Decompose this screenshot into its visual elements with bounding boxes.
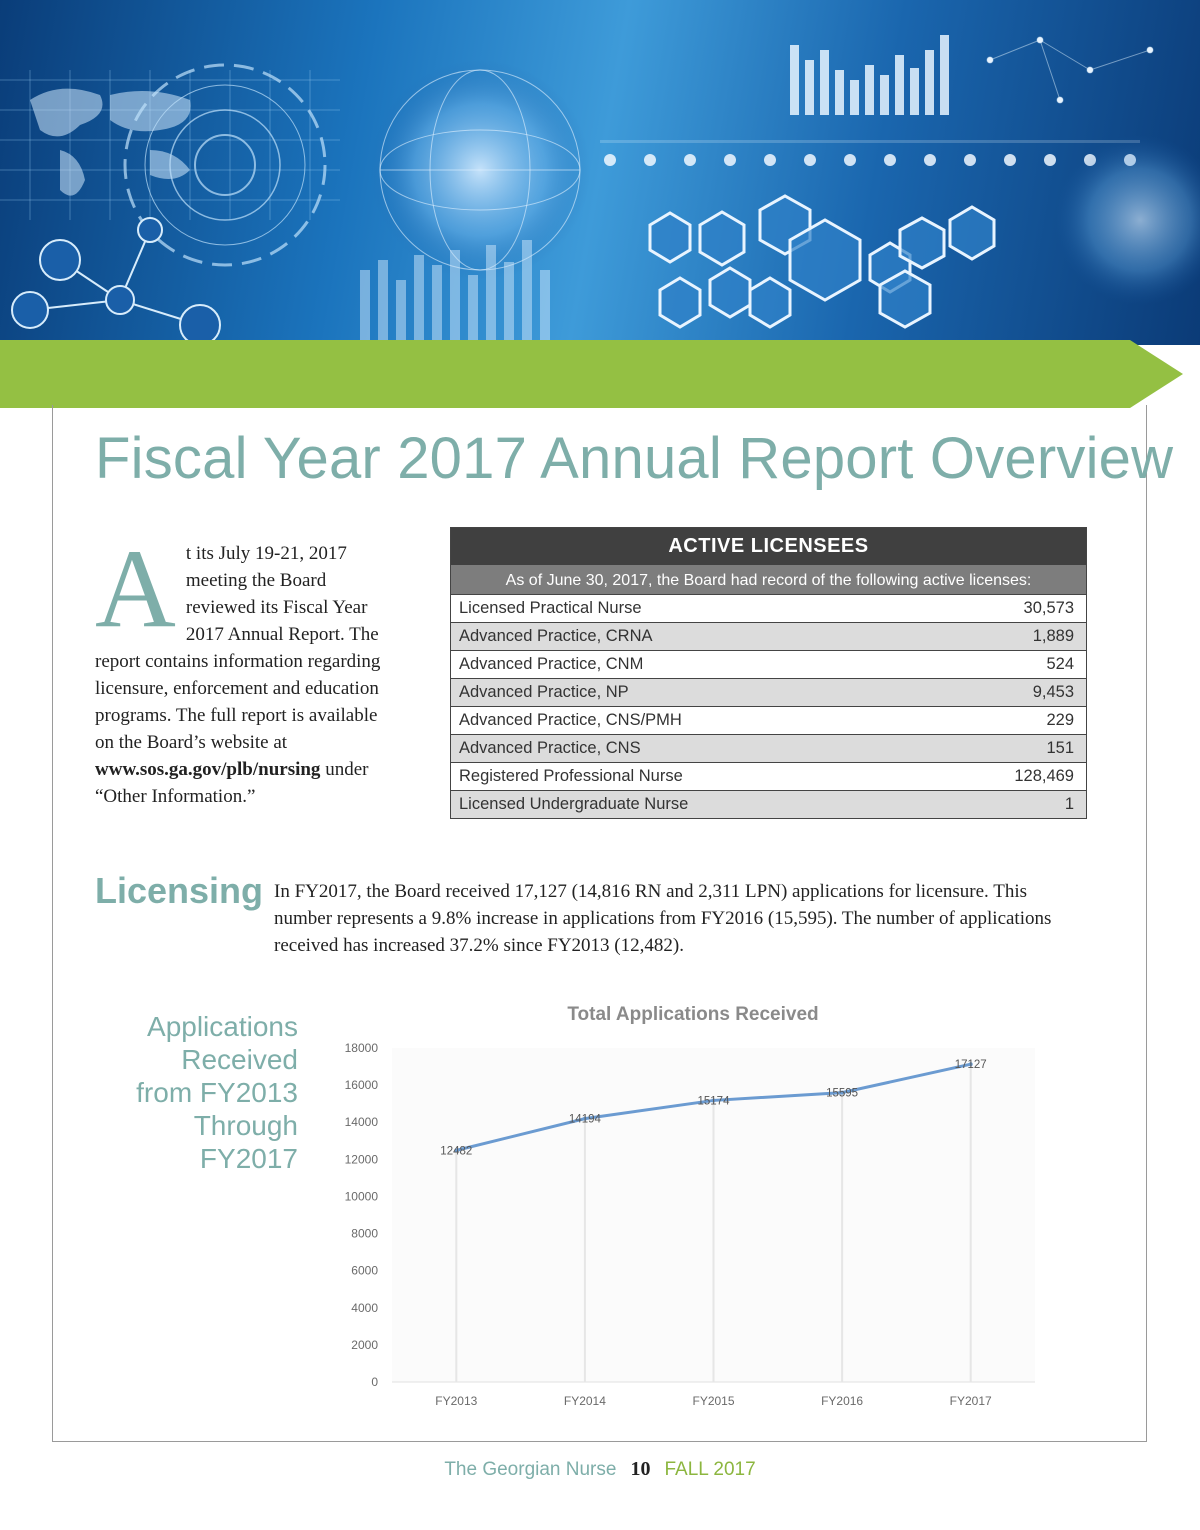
x-tick-label: FY2015 [692, 1394, 735, 1408]
row-label: Advanced Practice, CNS/PMH [459, 711, 682, 729]
table-row [451, 594, 1086, 622]
chart-title: Total Applications Received [567, 1004, 819, 1025]
page-title: Fiscal Year 2017 Annual Report Overview [95, 426, 1174, 491]
row-value: 229 [1046, 711, 1074, 729]
green-accent-band [0, 340, 1200, 408]
row-value: 1 [1064, 795, 1074, 813]
table-heading: ACTIVE LICENSEES [451, 528, 1086, 565]
header-banner [0, 0, 1200, 345]
x-tick-label: FY2013 [435, 1394, 478, 1408]
page-number: 10 [630, 1458, 651, 1480]
intro-text-end: under “Other Information.” [95, 759, 369, 807]
y-tick-label: 16000 [344, 1078, 378, 1093]
y-tick-label: 4000 [351, 1300, 378, 1315]
data-label: 14194 [568, 1113, 601, 1126]
x-tick-label: FY2017 [949, 1394, 992, 1408]
publication-name: The Georgian Nurse [444, 1459, 617, 1480]
table-row [451, 790, 1086, 818]
board-website-link[interactable]: www.sos.ga.gov/plb/nursing [95, 759, 321, 780]
table-row [451, 650, 1086, 678]
active-licensees-table [450, 527, 1087, 819]
table-subheading: As of June 30, 2017, the Board had record of the following active licenses: [451, 565, 1086, 594]
y-tick-label: 10000 [344, 1189, 378, 1204]
intro-paragraph [95, 527, 385, 810]
row-value: 9,453 [1032, 683, 1074, 701]
chart-svg [330, 995, 1070, 1420]
chart-side-caption [120, 1010, 298, 1175]
y-tick-label: 8000 [351, 1226, 378, 1241]
issue-label: FALL 2017 [664, 1459, 756, 1480]
page-footer [0, 1458, 1200, 1481]
y-tick-label: 0 [371, 1375, 378, 1389]
data-label: 17127 [954, 1059, 987, 1072]
intro-text: t its July 19-21, 2017 meeting the Board reviewed its Fiscal Year 2017 Annual Report. The report contains information regarding licensure, enforcement and education programs. The full report is available on the Board’s website at [95, 543, 381, 753]
data-label: 15174 [697, 1095, 730, 1108]
row-value: 524 [1046, 655, 1074, 673]
row-label: Advanced Practice, NP [459, 683, 629, 701]
row-label: Licensed Undergraduate Nurse [459, 795, 689, 813]
caption-line: Applications [147, 1011, 298, 1042]
table-row [451, 762, 1086, 790]
table-row [451, 734, 1086, 762]
row-value: 30,573 [1023, 599, 1074, 617]
tech-collage-graphic [0, 0, 1200, 345]
row-value: 128,469 [1014, 767, 1074, 785]
x-tick-label: FY2014 [563, 1394, 606, 1408]
row-label: Advanced Practice, CNM [459, 655, 644, 673]
row-label: Registered Professional Nurse [459, 767, 683, 785]
row-value: 1,889 [1032, 627, 1074, 645]
row-label: Advanced Practice, CRNA [459, 627, 653, 645]
table-row [451, 622, 1086, 650]
row-label: Advanced Practice, CNS [459, 739, 641, 757]
y-tick-label: 14000 [344, 1115, 378, 1130]
caption-line: Through [193, 1110, 298, 1141]
row-value: 151 [1046, 739, 1074, 757]
table-row [451, 706, 1086, 734]
y-tick-label: 2000 [351, 1337, 378, 1352]
table-row [451, 678, 1086, 706]
data-label: 12482 [440, 1145, 473, 1158]
x-tick-label: FY2016 [821, 1394, 864, 1408]
row-label: Licensed Practical Nurse [459, 599, 642, 617]
applications-line-chart [330, 995, 1070, 1420]
y-tick-label: 12000 [344, 1152, 378, 1167]
y-tick-label: 18000 [344, 1041, 378, 1055]
caption-line: FY2017 [199, 1143, 298, 1174]
caption-line: from FY2013 [136, 1077, 298, 1108]
drop-cap: A [95, 527, 176, 651]
licensing-paragraph: In FY2017, the Board received 17,127 (14,816 RN and 2,311 LPN) applications for licensure. This number represents a 9.8% increase in applications from FY2016 (15,595). The number of applications received has increased 37.2% since FY2013 (12,482). [274, 881, 1052, 956]
licensing-heading: Licensing [95, 870, 264, 911]
caption-line: Received [181, 1044, 298, 1075]
table-body [451, 594, 1086, 818]
data-label: 15595 [826, 1087, 859, 1100]
y-tick-label: 6000 [351, 1263, 378, 1278]
